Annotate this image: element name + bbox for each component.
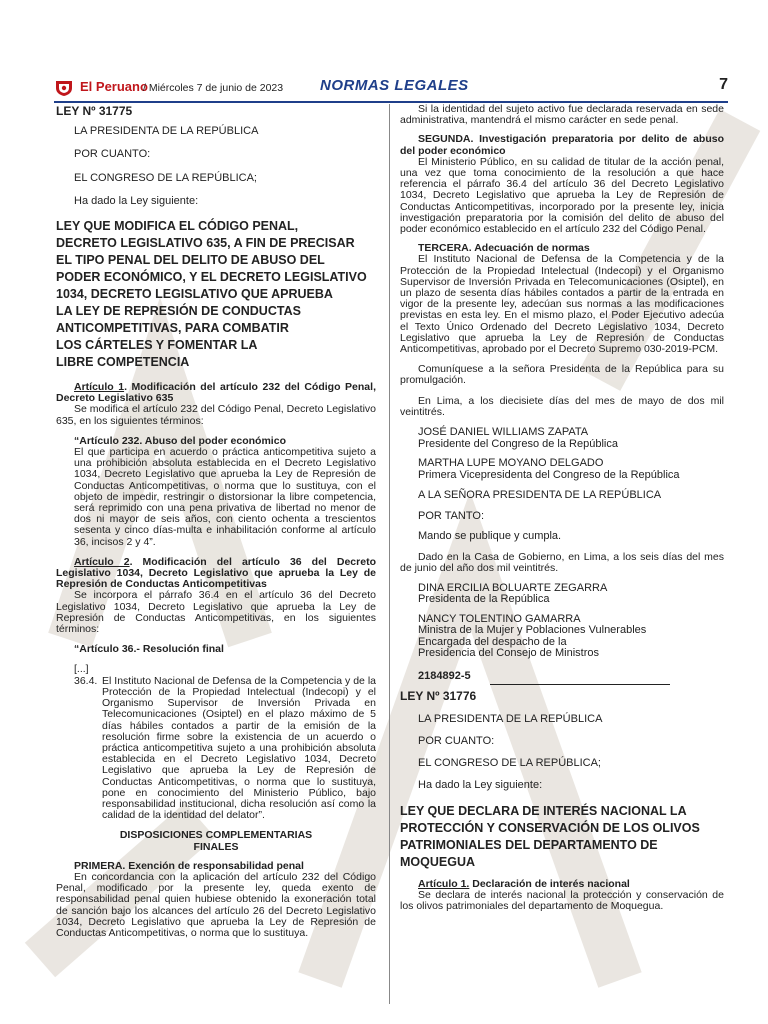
provision-text: En concordancia con la aplicación del artículo 232 del Código Penal, modificado por la presente ley, queda exento de responsabilidad penal quien hubiese obtenido la exoneración total de sanción bajo los alcances del artículo 26 del Decreto Legislativo 1034, Decreto Legislativo que aprueba la Ley de Represión de Conductas Anticompetitivas, o norma que lo sustituya. bbox=[56, 870, 376, 939]
ellipsis: [...] bbox=[74, 663, 89, 676]
page-number: 7 bbox=[719, 76, 728, 93]
title-line: MOQUEGUA bbox=[400, 854, 475, 869]
section-heading: DISPOSICIONES COMPLEMENTARIAS FINALES bbox=[119, 829, 313, 853]
column-divider bbox=[389, 104, 390, 1004]
signatory-name: MARTHA LUPE MOYANO DELGADO bbox=[418, 457, 604, 470]
law-title: LEY Nº 31776 bbox=[400, 689, 477, 704]
closing-text: Comuníquese a la señora Presidenta de la República para su promulgación. bbox=[400, 363, 724, 387]
intro-line: LA PRESIDENTA DE LA REPÚBLICA bbox=[418, 712, 603, 725]
quoted-article-heading: “Artículo 36.- Resolución final bbox=[74, 643, 224, 656]
peru-shield-logo-icon bbox=[54, 79, 74, 97]
left-column bbox=[56, 106, 376, 939]
por-tanto: POR TANTO: bbox=[418, 509, 485, 522]
law-title: LEY Nº 31775 bbox=[56, 104, 133, 118]
section-title: NORMAS LEGALES bbox=[320, 77, 469, 94]
intro-line: POR CUANTO: bbox=[74, 148, 151, 161]
separator-rule bbox=[490, 684, 670, 685]
publication-code: 2184892-5 bbox=[418, 669, 471, 682]
article-heading-text: Declaración de interés nacional bbox=[469, 877, 630, 890]
title-line: DECRETO LEGISLATIVO 635, A FIN DE PRECISAR bbox=[56, 236, 355, 251]
article-text: Se modifica el artículo 232 del Código Penal, Decreto Legislativo 635, en los siguientes términos: bbox=[56, 403, 376, 427]
provision-heading: TERCERA. Adecuación de normas bbox=[418, 242, 590, 255]
page-header bbox=[54, 76, 728, 102]
article-heading bbox=[56, 557, 376, 591]
provision-heading: PRIMERA. Exención de responsabilidad penal bbox=[74, 859, 304, 872]
publication-date: / Miércoles 7 de junio de 2023 bbox=[143, 82, 284, 94]
title-line: LEY QUE MODIFICA EL CÓDIGO PENAL, bbox=[56, 219, 299, 234]
title-line: 1034, DECRETO LEGISLATIVO QUE APRUEBA bbox=[56, 287, 333, 302]
provision-text: El Ministerio Público, en su calidad de titular de la acción penal, una vez que toma conocimiento de la resolución a que hace referencia el párrafo 36.4 del artículo 36 del Decreto Legislativo 1034, Decreto Legislativo que aprueba la Ley de Represión de Conductas Anticompetitivas, incorporado por la presente ley, inicia investigación preparatoria por la comisión del delito de abuso del poder económico establecido en el artículo 232 del Código Penal. bbox=[400, 155, 724, 236]
intro-line: LA PRESIDENTA DE LA REPÚBLICA bbox=[74, 125, 259, 138]
title-line: PROTECCIÓN Y CONSERVACIÓN DE LOS OLIVOS bbox=[400, 820, 700, 835]
brand-name: El Peruano bbox=[80, 79, 148, 94]
quoted-article-heading: “Artículo 232. Abuso del poder económico bbox=[74, 434, 286, 447]
title-line: LEY QUE DECLARA DE INTERÉS NACIONAL LA bbox=[400, 803, 687, 818]
signatory-role: Presidenta de la República bbox=[418, 593, 550, 606]
article-text: Se incorpora el párrafo 36.4 en el artículo 36 del Decreto Legislativo 1034, Decreto Legislativo que aprueba la Ley de Represión de Conductas Anticompetitivas, en los siguientes términos: bbox=[56, 589, 376, 636]
signatory-role: Encargada del despacho de la bbox=[418, 635, 567, 648]
signatory-role: Presidente del Congreso de la República bbox=[418, 437, 618, 450]
article-text: Se declara de interés nacional la protección y conservación de los olivos patrimoniales del departamento de Moquegua. bbox=[400, 888, 724, 912]
article-label: Artículo 2 bbox=[74, 555, 130, 568]
article-heading-text: . Modificación del artículo 232 del Código Penal, Decreto Legislativo 635 bbox=[56, 381, 376, 405]
signatory-role: Primera Vicepresidenta del Congreso de la República bbox=[418, 468, 680, 481]
title-line: PODER ECONÓMICO, Y EL DECRETO LEGISLATIVO bbox=[56, 270, 367, 285]
title-line: LIBRE COMPETENCIA bbox=[56, 355, 190, 370]
article-label: Artículo 1. bbox=[418, 877, 470, 890]
signatory-role: Ministra de la Mujer y Poblaciones Vulnerables bbox=[418, 624, 647, 637]
signatory-name: DINA ERCILIA BOLUARTE ZEGARRA bbox=[418, 581, 608, 594]
intro-line: EL CONGRESO DE LA REPÚBLICA; bbox=[418, 757, 601, 770]
item-number: 36.4. bbox=[74, 674, 98, 687]
closing-text: En Lima, a los diecisiete días del mes de mayo de dos mil veintitrés. bbox=[400, 394, 724, 418]
signatory-role: Presidencia del Consejo de Ministros bbox=[418, 647, 599, 660]
intro-line: POR CUANTO: bbox=[418, 734, 495, 747]
intro-line: Ha dado la Ley siguiente: bbox=[74, 194, 199, 207]
provision-text: Si la identidad del sujeto activo fue declarada reservada en sede administrativa, mantendrá el mismo carácter en sede penal. bbox=[400, 103, 724, 127]
closing-text: Dado en la Casa de Gobierno, en Lima, a los seis días del mes de junio del año dos mil veintitrés. bbox=[400, 550, 724, 574]
article-heading-text: . Modificación del artículo 36 del Decreto Legislativo 1034, Decreto Legislativo que aprueba la Ley de Represión de Conductas Anticompetitivas bbox=[56, 555, 376, 591]
law-heading bbox=[400, 803, 724, 871]
title-line: EL TIPO PENAL DEL DELITO DE ABUSO DEL bbox=[56, 253, 325, 268]
provision-text: El Instituto Nacional de Defensa de la Competencia y de la Protección de la Propiedad Intelectual (Indecopi) y el Organismo Supervisor de Inversión Privada en Telecomunicaciones (Osiptel), en un plazo de sesenta días hábiles contados a partir de la entrada en vigor de la presente ley, adecúan sus normas a las modificaciones previstas en esta ley. En el mismo plazo, el Poder Ejecutivo adecúa el Texto Único Ordenado del Decreto Legislativo 1034, Decreto Legislativo que aprueba la Ley de Represión de Conductas Anticompetitivas, aprobado por el Decreto Supremo 030-2019-PCM. bbox=[400, 253, 724, 356]
right-column bbox=[400, 104, 724, 912]
intro-line: EL CONGRESO DE LA REPÚBLICA; bbox=[74, 171, 257, 184]
title-line: ANTICOMPETITIVAS, PARA COMBATIR bbox=[56, 321, 289, 336]
law-heading bbox=[56, 218, 376, 371]
intro-line: Ha dado la Ley siguiente: bbox=[418, 779, 543, 792]
item-text: El Instituto Nacional de Defensa de la Competencia y de la Protección de la Propiedad Intelectual (Indecopi) y el Organismo Supervisor de Inversión Privada en Telecomunicaciones (Osiptel) en el plazo máximo de 5 días hábiles contados a partir de la emisión de la resolución firme sobre la existencia de un acuerdo o práctica anticompetitiva sujeto a una prohibición absoluta establecida en el Decreto Legislativo 1034, Decreto Legislativo que aprueba la Ley de Represión de Conductas Anticompetitivas, o norma que lo sustituya, pone en conocimiento del Ministerio Público, bajo responsabilidad institucional, dicha resolución así como la calidad de la identidad del delator”. bbox=[102, 674, 376, 822]
addressee: A LA SEÑORA PRESIDENTA DE LA REPÚBLICA bbox=[418, 489, 662, 502]
quoted-article-text: El que participa en acuerdo o práctica anticompetitiva sujeto a una prohibición absoluta establecida en el Decreto Legislativo 1034, Decreto Legislativo que aprueba la Ley de Represión de Conductas Anticompetitivas, o norma que lo sustituya, con el objeto de impedir, restringir o distorsionar la libre competencia, será reprimido con una pena privativa de libertad no menor de dos ni mayor de seis años, con ciento ochenta a trescientos sesenta y cinco días-multa e inhabilitación conforme al artículo 36, incisos 2 y 4”. bbox=[74, 446, 376, 548]
signatory-name: NANCY TOLENTINO GAMARRA bbox=[418, 612, 581, 625]
article-label: Artículo 1 bbox=[74, 381, 125, 394]
title-line: LA LEY DE REPRESIÓN DE CONDUCTAS bbox=[56, 304, 301, 319]
mando-text: Mando se publique y cumpla. bbox=[418, 530, 562, 543]
provision-heading: SEGUNDA. Investigación preparatoria por delito de abuso del poder económico bbox=[400, 133, 724, 157]
paragraph-item bbox=[56, 676, 376, 822]
title-line: PATRIMONIALES DEL DEPARTAMENTO DE bbox=[400, 837, 658, 852]
title-line: LOS CÁRTELES Y FOMENTAR LA bbox=[56, 338, 258, 353]
article-heading bbox=[56, 382, 376, 404]
signatory-name: JOSÉ DANIEL WILLIAMS ZAPATA bbox=[418, 426, 589, 439]
